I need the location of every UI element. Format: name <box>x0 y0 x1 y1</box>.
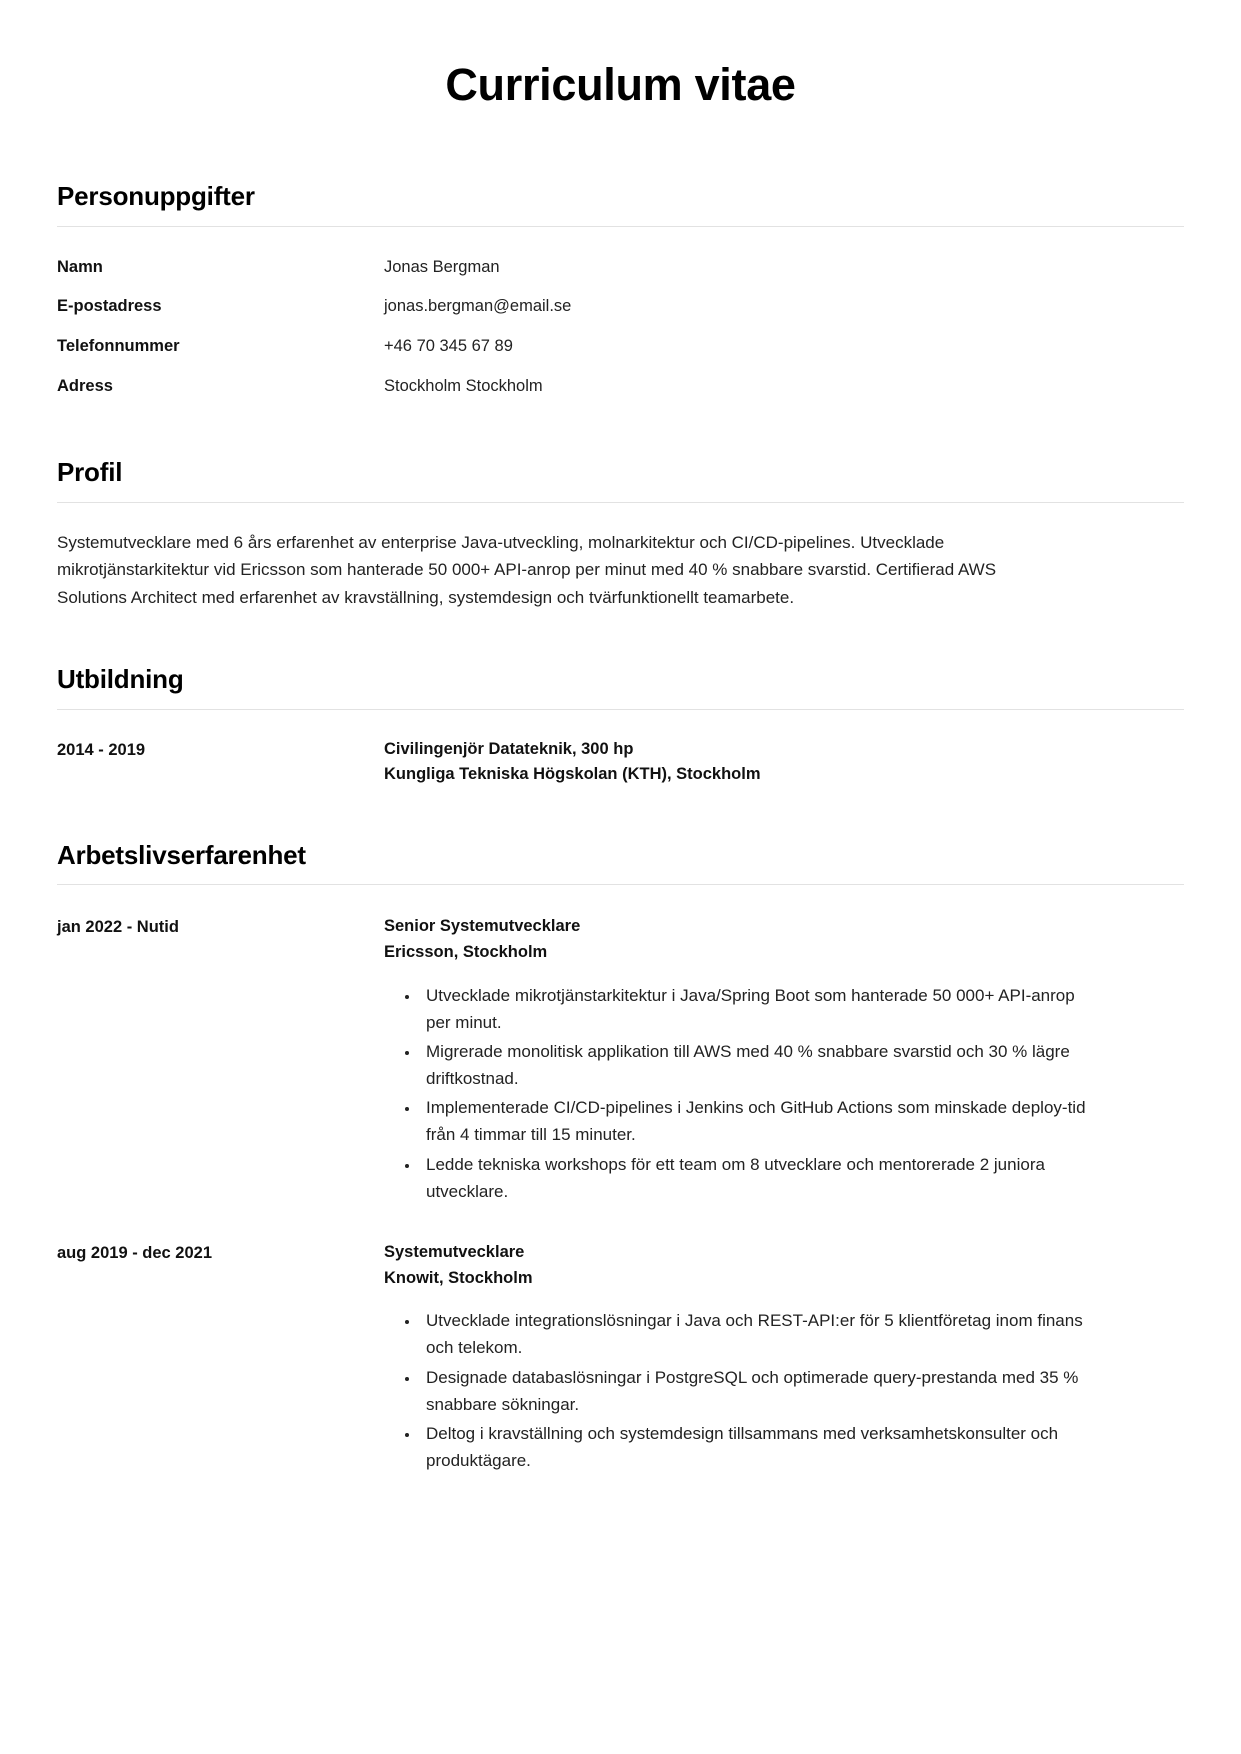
section-personal-details <box>57 112 1184 399</box>
section-profile <box>57 399 1184 611</box>
section-divider <box>57 502 1184 503</box>
profile-summary-text: Systemutvecklare med 6 års erfarenhet av enterprise Java-utveckling, molnarkitektur och CI/CD-pipelines. Utvecklade mikrotjänstarkitektur vid Ericsson som hanterade 50 000+ API-anrop per minut med 40 % snabbare svarstid. Certifierad AWS Solutions Architect med erfarenhet av kravställning, systemdesign och tvärfunktionellt teamarbete. <box>57 532 997 607</box>
work-entry-bullet: • Deltog i kravställning och systemdesign tillsammans med verksamhetskonsulter och produktägare. <box>420 1420 1086 1474</box>
personal-detail-label: Adress <box>57 377 113 396</box>
education-entry-degree: Civilingenjör Datateknik, 300 hp <box>384 739 634 758</box>
section-education <box>57 611 1184 788</box>
work-entry-bullets <box>384 1307 1184 1474</box>
section-heading-profile: Profil <box>57 457 123 488</box>
work-entry <box>57 1207 1184 1476</box>
work-entry-bullet: • Utvecklade integrationslösningar i Java och REST-API:er för 5 klientföretag inom finans och telekom. <box>420 1307 1086 1361</box>
work-entry-bullet: • Designade databaslösningar i PostgreSQL och optimerade query-prestanda med 35 % snabbare sökningar. <box>420 1364 1086 1418</box>
personal-detail-label: E-postadress <box>57 297 162 316</box>
work-entry-body <box>384 914 1184 1207</box>
work-entry <box>57 885 1184 1207</box>
section-work-experience <box>57 788 1184 1476</box>
personal-detail-value: Jonas Bergman <box>384 257 500 276</box>
work-entry-date: jan 2022 - Nutid <box>57 918 179 937</box>
section-heading-work-experience: Arbetslivserfarenhet <box>57 839 306 870</box>
education-entry-body <box>384 737 1184 788</box>
section-heading-education: Utbildning <box>57 664 184 695</box>
personal-details-list <box>57 227 1184 400</box>
work-entry-bullet: • Utvecklade mikrotjänstarkitektur i Java/Spring Boot som hanterade 50 000+ API-anrop per minut. <box>420 982 1086 1036</box>
work-entry-company: Knowit, Stockholm <box>384 1268 533 1287</box>
work-entry-body <box>384 1240 1184 1476</box>
personal-detail-label: Namn <box>57 257 103 276</box>
personal-detail-value: Stockholm Stockholm <box>384 377 543 396</box>
personal-detail-value: jonas.bergman@email.se <box>384 297 572 316</box>
personal-detail-row-address <box>57 359 1184 399</box>
work-entry-bullet: • Ledde tekniska workshops för ett team om 8 utvecklare och mentorerade 2 juniora utvecklare. <box>420 1151 1086 1205</box>
work-entry-role: Senior Systemutvecklare <box>384 917 581 936</box>
work-entry-bullet: • Migrerade monolitisk applikation till AWS med 40 % snabbare svarstid och 30 % lägre driftkostnad. <box>420 1038 1086 1092</box>
work-entry-bullets <box>384 982 1184 1206</box>
section-heading-personal-details: Personuppgifter <box>57 181 255 211</box>
personal-detail-label: Telefonnummer <box>57 337 180 356</box>
education-entry-date: 2014 - 2019 <box>57 740 146 759</box>
work-entry-date: aug 2019 - dec 2021 <box>57 1244 213 1263</box>
personal-detail-row-phone <box>57 319 1184 359</box>
personal-detail-row-name <box>57 227 1184 280</box>
education-entry <box>57 710 1184 788</box>
page-title: Curriculum vitae <box>445 59 796 110</box>
work-entry-bullet: • Implementerade CI/CD-pipelines i Jenkins och GitHub Actions som minskade deploy-tid från 4 timmar till 15 minuter. <box>420 1094 1086 1148</box>
education-entry-school: Kungliga Tekniska Högskolan (KTH), Stockholm <box>384 765 761 784</box>
work-entry-company: Ericsson, Stockholm <box>384 942 548 961</box>
personal-detail-value: +46 70 345 67 89 <box>384 337 513 356</box>
personal-detail-row-email <box>57 279 1184 319</box>
work-entry-role: Systemutvecklare <box>384 1243 525 1262</box>
